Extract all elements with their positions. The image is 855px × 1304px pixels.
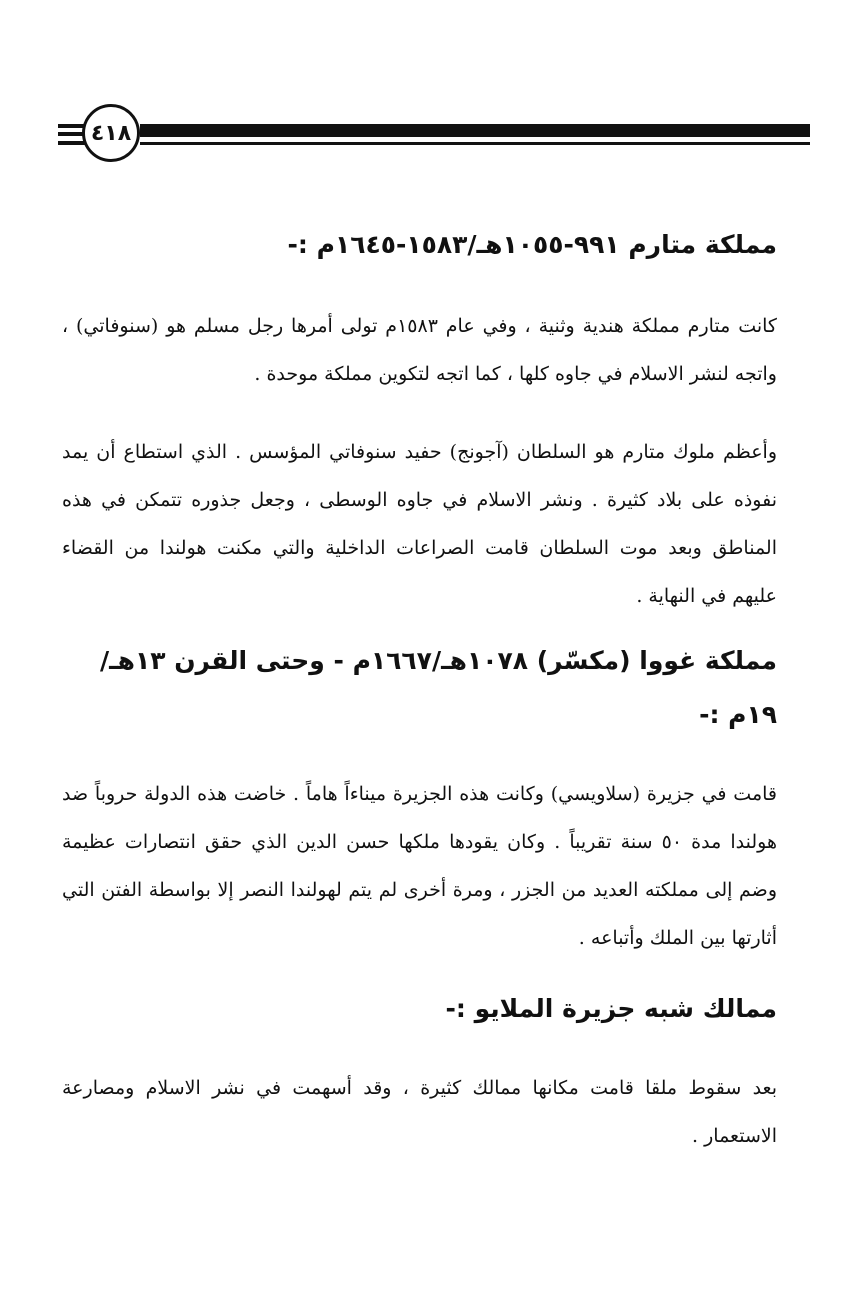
paragraph: قامت في جزيرة (سلاويسي) وكانت هذه الجزيرة ميناءاً هاماً . خاضت هذه الدولة حروباً ضد هولندا مدة ٥٠ سنة تقريباً . وكان يقودها ملكها حسن الدين الذي حقق انتصارات عظيمة وضم إلى مملكته العديد من الجزر ، ومرة أخرى لم يتم لهولندا النصر إلا بواسطة الفتن التي أثارتها بين الملك وأتباعه . <box>62 783 777 949</box>
paragraph: كانت متارم مملكة هندية وثنية ، وفي عام ١٥٨٣م تولى أمرها رجل مسلم هو (سنوفاتي) ، واتجه لنشر الاسلام في جاوه كلها ، كما اتجه لتكوين مملكة موحدة . <box>62 315 777 385</box>
section-heading-gowa: مملكة غووا (مكسّر) ١٠٧٨هـ/١٦٦٧م - وحتى القرن ١٣هـ/١٩م :- <box>99 646 777 729</box>
header-rule-thin <box>140 142 810 145</box>
section-heading-mataram: مملكة متارم ٩٩١-١٠٥٥هـ/١٥٨٣-١٦٤٥م :- <box>287 230 777 259</box>
header-rule-thick <box>140 124 810 137</box>
page-header <box>58 104 810 168</box>
section-heading-malay: ممالك شبه جزيرة الملايو :- <box>445 994 777 1023</box>
paragraph: وأعظم ملوك متارم هو السلطان (آجونج) حفيد سنوفاتي المؤسس . الذي استطاع أن يمد نفوذه على بلاد كثيرة . ونشر الاسلام في جاوه الوسطى ، وجعل جذوره تتمكن في هذه المناطق وبعد موت السلطان قامت الصراعات الداخلية والتي مكنت هولندا من القضاء عليهم في النهاية . <box>62 441 777 607</box>
paragraph: بعد سقوط ملقا قامت مكانها ممالك كثيرة ، وقد أسهمت في نشر الاسلام ومصارعة الاستعمار . <box>62 1077 777 1147</box>
page-number: ٤١٨ <box>82 104 140 162</box>
page-body <box>62 218 777 1160</box>
